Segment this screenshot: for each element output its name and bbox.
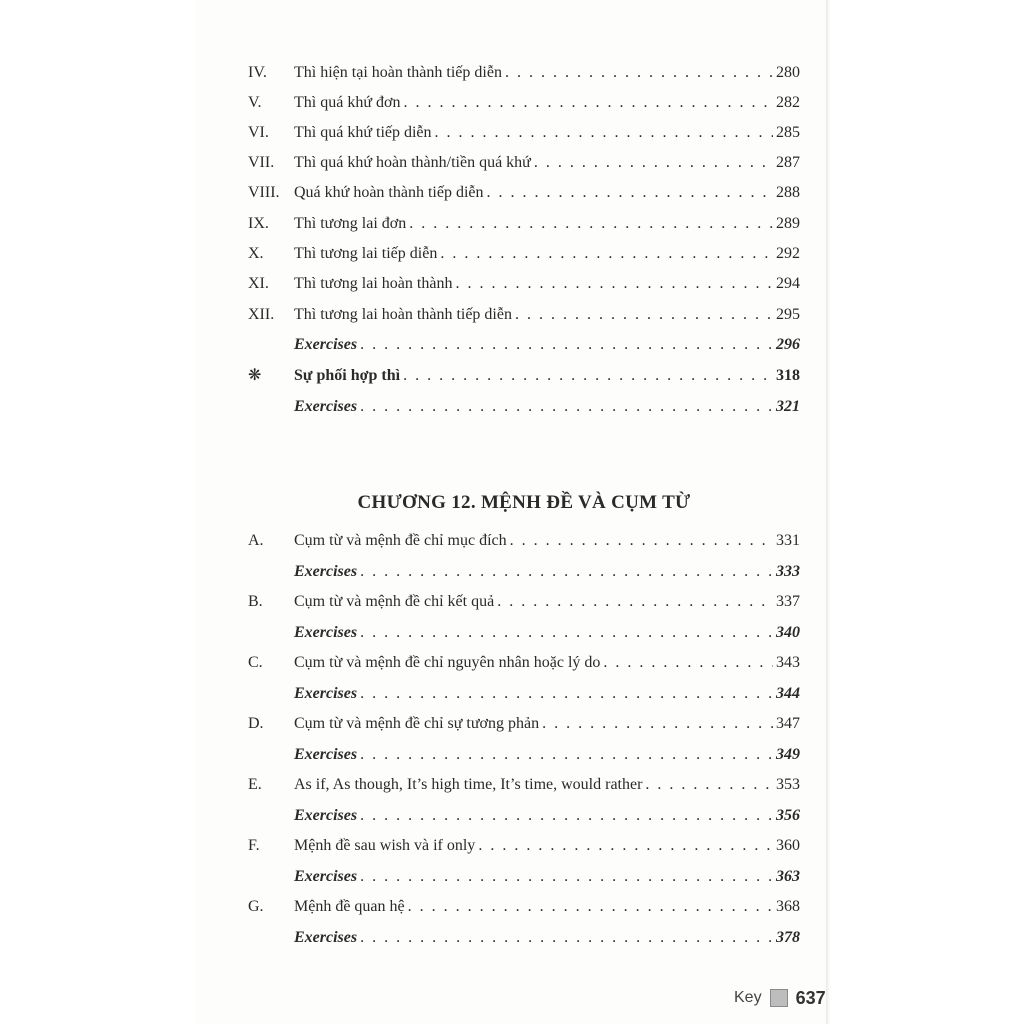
dot-leader (435, 120, 773, 146)
entry-page: 333 (776, 563, 800, 580)
entry-title: Exercises (294, 746, 358, 763)
entry-title: Exercises (294, 929, 358, 946)
entry-page: 294 (776, 275, 800, 292)
entry-page: 292 (776, 245, 800, 262)
toc-entry-exercises (248, 864, 800, 890)
entry-page: 295 (776, 306, 800, 323)
entry-number: XI. (248, 275, 269, 292)
toc-entry (248, 589, 800, 615)
entry-title: Thì quá khứ hoàn thành/tiền quá khứ (294, 154, 531, 171)
entry-title: Exercises (294, 685, 358, 702)
dot-leader (505, 60, 773, 86)
toc-entry-exercises (248, 925, 800, 951)
toc-entry (248, 302, 800, 328)
entry-page: 282 (776, 94, 800, 111)
toc-entry (248, 180, 800, 206)
entry-title: Mệnh đề sau wish và if only (294, 837, 476, 854)
entry-page: 280 (776, 64, 800, 81)
entry-page: 363 (776, 868, 800, 885)
dot-leader (360, 620, 773, 646)
dot-leader (478, 833, 773, 859)
entry-page: 356 (776, 807, 800, 824)
entry-number: B. (248, 593, 263, 610)
entry-title: Exercises (294, 807, 358, 824)
dot-leader (534, 150, 773, 176)
toc-entry (248, 650, 800, 676)
entry-title: Exercises (294, 336, 358, 353)
footer-label: Key (734, 989, 762, 1006)
toc-entry-exercises (248, 394, 800, 420)
toc-entry (248, 150, 800, 176)
entry-number: V. (248, 94, 262, 111)
entry-page: 318 (776, 367, 800, 384)
page-edge-shadow (826, 0, 830, 1024)
entry-title: Cụm từ và mệnh đề chỉ sự tương phản (294, 715, 540, 732)
entry-number: X. (248, 245, 264, 262)
toc-entry (248, 120, 800, 146)
entry-page: 378 (776, 929, 800, 946)
dot-leader (645, 772, 773, 798)
dot-leader (515, 302, 773, 328)
entry-page: 288 (776, 184, 800, 201)
entry-page: 347 (776, 715, 800, 732)
dot-leader (360, 559, 773, 585)
entry-title: Cụm từ và mệnh đề chỉ kết quả (294, 593, 495, 610)
asterism-icon: ❋ (248, 367, 262, 384)
toc-entry (248, 894, 800, 920)
chapter-heading: CHƯƠNG 12. MỆNH ĐỀ VÀ CỤM TỪ (357, 492, 691, 513)
page-number: 637 (795, 987, 826, 1008)
entry-page: 287 (776, 154, 800, 171)
toc-entry (248, 772, 800, 798)
entry-page: 331 (776, 532, 800, 549)
entry-title: Thì quá khứ đơn (294, 94, 401, 111)
toc-entry (248, 211, 800, 237)
entry-title: Thì tương lai tiếp diễn (294, 245, 438, 262)
entry-number: G. (248, 898, 264, 915)
page-footer (734, 986, 826, 1010)
dot-leader (409, 211, 773, 237)
entry-title: Thì tương lai hoàn thành tiếp diễn (294, 306, 512, 323)
entry-number: XII. (248, 306, 275, 323)
entry-title: Sự phối hợp thì (294, 367, 401, 384)
dot-leader (360, 332, 773, 358)
toc-entry (248, 241, 800, 267)
dot-leader (603, 650, 773, 676)
entry-title: Cụm từ và mệnh đề chỉ nguyên nhân hoặc lý do (294, 654, 601, 671)
dot-leader (408, 894, 773, 920)
entry-page: 296 (776, 336, 800, 353)
dot-leader (455, 271, 773, 297)
entry-title: Exercises (294, 868, 358, 885)
entry-title: Thì quá khứ tiếp diễn (294, 124, 432, 141)
square-icon (770, 989, 788, 1007)
entry-number: A. (248, 532, 264, 549)
entry-title: Exercises (294, 563, 358, 580)
entry-number: VI. (248, 124, 269, 141)
entry-number: F. (248, 837, 260, 854)
dot-leader (403, 90, 773, 116)
dot-leader (497, 589, 773, 615)
dot-leader (487, 180, 773, 206)
toc-entry (248, 833, 800, 859)
dot-leader (360, 925, 773, 951)
dot-leader (440, 241, 773, 267)
entry-title: Exercises (294, 398, 358, 415)
entry-page: 368 (776, 898, 800, 915)
entry-number: VIII. (248, 184, 280, 201)
dot-leader (542, 711, 773, 737)
entry-page: 344 (776, 685, 800, 702)
toc-entry (248, 363, 800, 389)
entry-page: 360 (776, 837, 800, 854)
entry-page: 343 (776, 654, 800, 671)
dot-leader (403, 363, 773, 389)
toc-entry (248, 271, 800, 297)
entry-number: C. (248, 654, 263, 671)
entry-page: 340 (776, 624, 800, 641)
dot-leader (510, 528, 773, 554)
toc-entry-exercises (248, 620, 800, 646)
entry-page: 285 (776, 124, 800, 141)
dot-leader (360, 394, 773, 420)
entry-title: Exercises (294, 624, 358, 641)
entry-title: As if, As though, It’s high time, It’s time, would rather (294, 776, 643, 793)
toc-entry-exercises (248, 681, 800, 707)
entry-page: 349 (776, 746, 800, 763)
toc-entry-exercises (248, 742, 800, 768)
toc-entry-exercises (248, 559, 800, 585)
entry-title: Thì tương lai hoàn thành (294, 275, 453, 292)
toc-entry (248, 528, 800, 554)
entry-number: IV. (248, 64, 267, 81)
toc-entry-exercises (248, 332, 800, 358)
dot-leader (360, 864, 773, 890)
entry-page: 353 (776, 776, 800, 793)
entry-title: Thì hiện tại hoàn thành tiếp diễn (294, 64, 502, 81)
dot-leader (360, 803, 773, 829)
entry-title: Thì tương lai đơn (294, 215, 407, 232)
toc-entry (248, 90, 800, 116)
entry-title: Cụm từ và mệnh đề chỉ mục đích (294, 532, 507, 549)
entry-title: Quá khứ hoàn thành tiếp diễn (294, 184, 484, 201)
dot-leader (360, 681, 773, 707)
entry-number: VII. (248, 154, 275, 171)
entry-number: IX. (248, 215, 269, 232)
entry-number: D. (248, 715, 264, 732)
entry-page: 321 (776, 398, 800, 415)
entry-page: 337 (776, 593, 800, 610)
entry-number: E. (248, 776, 262, 793)
entry-title: Mệnh đề quan hệ (294, 898, 405, 915)
toc-entry (248, 60, 800, 86)
toc-entry (248, 711, 800, 737)
dot-leader (360, 742, 773, 768)
toc-entry-exercises (248, 803, 800, 829)
entry-page: 289 (776, 215, 800, 232)
